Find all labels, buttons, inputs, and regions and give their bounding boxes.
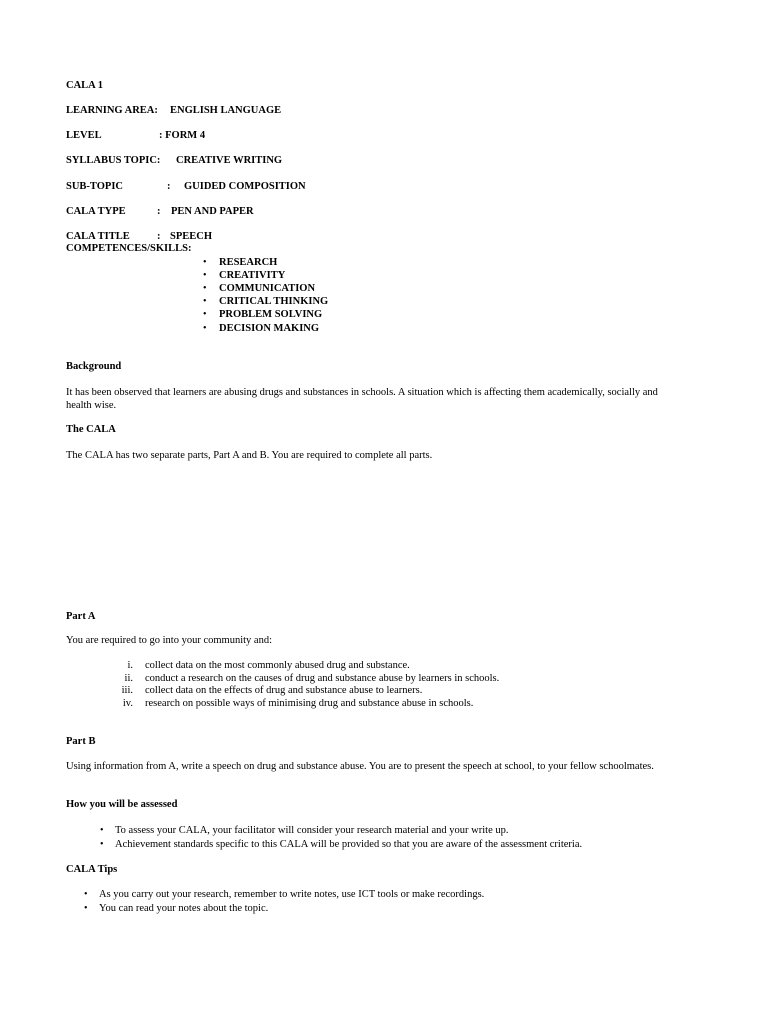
level-label: LEVEL [66,130,102,141]
tips-item: As you carry out your research, remember to write notes, use ICT tools or make recordings. [99,889,485,900]
bullet-icon: • [100,825,104,836]
competences-label: COMPETENCES/SKILLS: [66,243,192,254]
learning-area-label: LEARNING AREA: [66,105,158,116]
skill-item: CRITICAL THINKING [219,296,329,307]
bullet-icon: • [203,270,207,281]
list-number: ii. [124,673,133,684]
skill-item: RESEARCH [219,257,278,268]
skill-item: DECISION MAKING [219,323,320,334]
cala-title-value: SPEECH [170,231,213,242]
syllabus-topic-value: CREATIVE WRITING [176,155,283,166]
cala-type-label: CALA TYPE [66,206,126,217]
background-heading: Background [66,361,122,372]
skill-item: COMMUNICATION [219,283,316,294]
assessed-item: To assess your CALA, your facilitator will consider your research material and your write up. [115,825,509,836]
learning-area-value: ENGLISH LANGUAGE [170,105,282,116]
part-b-heading: Part B [66,736,96,747]
assessed-heading: How you will be assessed [66,799,178,810]
bullet-icon: • [203,323,207,334]
assessed-item: Achievement standards specific to this CALA will be provided so that you are aware of the assessment criteria. [115,839,583,850]
part-a-item: conduct a research on the causes of drug and substance abuse by learners in schools. [145,673,500,684]
background-text-line-1: It has been observed that learners are abusing drugs and substances in schools. A situation which is affecting them academically, socially and [66,387,658,398]
sub-topic-colon: : [167,181,171,192]
part-a-item: collect data on the most commonly abused drug and substance. [145,660,410,671]
part-a-item: research on possible ways of minimising drug and substance abuse in schools. [145,698,474,709]
sub-topic-label: SUB-TOPIC [66,181,123,192]
cala-number: CALA 1 [66,80,104,91]
level-value: : FORM 4 [159,130,206,141]
bullet-icon: • [84,889,88,900]
cala-title-label: CALA TITLE [66,231,130,242]
list-number: i. [127,660,133,671]
list-number: iii. [121,685,133,696]
sub-topic-value: GUIDED COMPOSITION [184,181,306,192]
cala-title-colon: : [157,231,161,242]
bullet-icon: • [203,283,207,294]
skill-item: CREATIVITY [219,270,286,281]
part-a-intro: You are required to go into your community and: [66,635,272,646]
bullet-icon: • [84,903,88,914]
the-cala-heading: The CALA [66,424,116,435]
bullet-icon: • [203,309,207,320]
bullet-icon: • [203,296,207,307]
bullet-icon: • [203,257,207,268]
bullet-icon: • [100,839,104,850]
part-b-text: Using information from A, write a speech on drug and substance abuse. You are to present the speech at school, to your fellow schoolmates. [66,761,654,772]
part-a-heading: Part A [66,611,96,622]
tips-item: You can read your notes about the topic. [99,903,269,914]
cala-type-colon: : [157,206,161,217]
tips-heading: CALA Tips [66,864,118,875]
skill-item: PROBLEM SOLVING [219,309,323,320]
cala-type-value: PEN AND PAPER [171,206,254,217]
syllabus-topic-label: SYLLABUS TOPIC: [66,155,161,166]
the-cala-text: The CALA has two separate parts, Part A and B. You are required to complete all parts. [66,450,433,461]
list-number: iv. [122,698,133,709]
part-a-item: collect data on the effects of drug and substance abuse to learners. [145,685,423,696]
background-text-line-2: health wise. [66,400,117,411]
